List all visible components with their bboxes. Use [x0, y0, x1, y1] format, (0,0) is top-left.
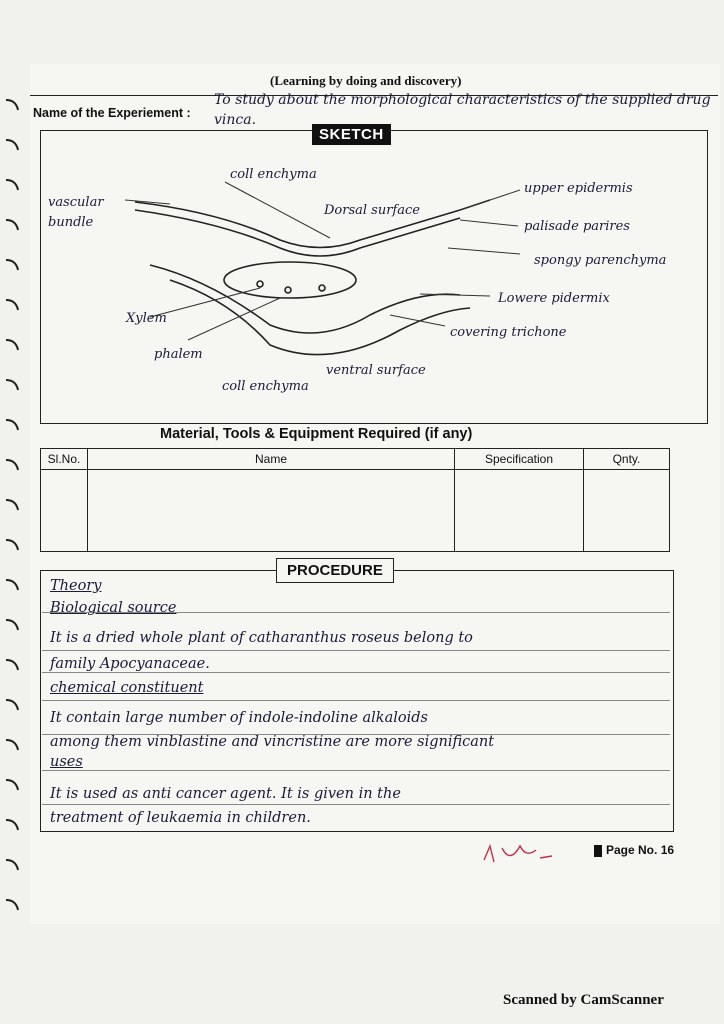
page-number-value: 16: [660, 843, 675, 857]
sketch-badge: SKETCH: [312, 124, 391, 145]
experiment-value: To study about the morphological characteristics of the supplied drug vinca.: [214, 92, 711, 128]
procedure-line: uses: [50, 754, 83, 770]
label-bundle: bundle: [48, 215, 94, 230]
ruled-line: [42, 650, 670, 651]
page-number-label: Page No.: [606, 843, 658, 857]
procedure-line: Biological source: [50, 600, 177, 616]
label-phloem: phalem: [154, 347, 203, 362]
label-covering-trichome: covering trichone: [450, 325, 567, 340]
table-row: [41, 470, 670, 552]
scanner-watermark: Scanned by CamScanner: [503, 992, 664, 1008]
procedure-line: Theory: [50, 578, 102, 594]
header-title: (Learning by doing and discovery): [270, 73, 462, 88]
procedure-line: It is a dried whole plant of catharanthus roseus belong to: [50, 630, 473, 646]
ruled-line: [42, 804, 670, 805]
procedure-badge: PROCEDURE: [276, 558, 394, 583]
procedure-line: family Apocyanaceae.: [50, 656, 210, 672]
ruled-line: [42, 672, 670, 673]
ruled-line: [42, 770, 670, 771]
procedure-line: It contain large number of indole-indoline alkaloids: [50, 710, 428, 726]
column-header: Sl.No.: [41, 449, 88, 470]
ruled-line: [42, 700, 670, 701]
label-ventral-surface: ventral surface: [326, 363, 426, 378]
materials-table: [40, 448, 670, 552]
label-dorsal-surface: Dorsal surface: [324, 203, 420, 218]
label-spongy: spongy parenchyma: [534, 253, 667, 268]
label-upper-epidermis: upper epidermis: [524, 181, 633, 196]
label-collenchyma-top: coll enchyma: [230, 167, 317, 182]
leaf-section-drawing: [40, 130, 706, 422]
label-collenchyma-bottom: coll enchyma: [222, 379, 309, 394]
label-xylem: Xylem: [126, 311, 167, 326]
label-palisade: palisade parires: [524, 219, 630, 234]
procedure-line: among them vinblastine and vincristine are more significant: [50, 734, 495, 750]
label-lower-epidermis: Lowere pidermix: [498, 291, 610, 306]
procedure-line: chemical constituent: [50, 680, 204, 696]
page-number: [594, 843, 674, 857]
column-header: Name: [88, 449, 455, 470]
table-header-row: [41, 449, 670, 470]
materials-heading: Material, Tools & Equipment Required (if any): [160, 426, 473, 442]
procedure-line: It is used as anti cancer agent. It is given in the: [50, 786, 401, 802]
procedure-line: treatment of leukaemia in children.: [50, 810, 311, 826]
label-vascular: vascular: [48, 195, 104, 210]
column-header: Qnty.: [584, 449, 670, 470]
page-marker-icon: [594, 845, 602, 857]
column-header: Specification: [455, 449, 584, 470]
experiment-label: Name of the Experiement :: [33, 106, 191, 120]
spiral-binding: [0, 80, 28, 920]
teacher-signature: [480, 838, 570, 868]
